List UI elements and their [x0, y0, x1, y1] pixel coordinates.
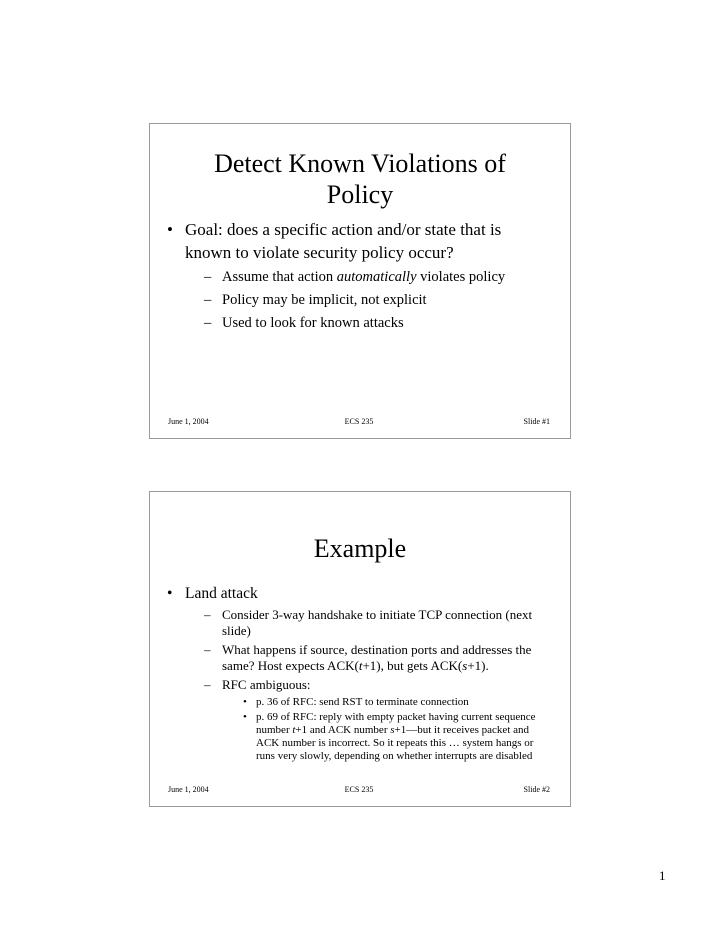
sub-item — [167, 314, 550, 333]
sub-text: What happens if source, destination ports and addresses the same? Host expects ACK(t+1), but gets ACK(s+1). — [222, 642, 532, 673]
slide-body — [167, 584, 550, 763]
bullet-item — [167, 584, 550, 604]
dash-icon: – — [204, 607, 211, 622]
slide-1 — [149, 123, 571, 439]
bullet-icon: • — [167, 220, 173, 239]
footer-date: June 1, 2004 — [168, 785, 209, 794]
sub-item — [167, 607, 550, 639]
sub-text: Policy may be implicit, not explicit — [222, 292, 427, 308]
footer-course: ECS 235 — [344, 417, 374, 426]
page-number: 1 — [659, 868, 666, 883]
slide-title: Detect Known Violations of Policy — [214, 149, 506, 209]
sub-item — [167, 642, 550, 674]
slide-title: Example — [313, 534, 407, 563]
footer-slide-number: Slide #1 — [523, 417, 550, 426]
dash-icon: – — [204, 677, 211, 692]
sub-sub-text: p. 69 of RFC: reply with empty packet having current sequence number t+1 and ACK number s+1—but it receives packet and ACK number is incorrect. So it repeats this … system hangs or runs very slowly, depending on whether interrupts are disabled — [256, 711, 536, 762]
sub-text: RFC ambiguous: — [222, 677, 311, 692]
sub-text: Used to look for known attacks — [222, 315, 404, 331]
footer-date: June 1, 2004 — [168, 417, 209, 426]
slide-body — [167, 218, 550, 333]
sub-text: Consider 3-way handshake to initiate TCP connection (next slide) — [222, 607, 533, 638]
footer-slide-number: Slide #2 — [523, 785, 550, 794]
sub-sub-item — [167, 696, 550, 709]
sub-item — [167, 677, 550, 693]
dash-icon: – — [204, 292, 212, 308]
emphasis-text: automatically — [336, 269, 417, 285]
bullet-icon: • — [243, 696, 247, 708]
sub-sub-text: p. 36 of RFC: send RST to terminate connection — [256, 696, 469, 708]
sub-item — [167, 291, 550, 310]
bullet-icon: • — [243, 711, 247, 723]
bullet-text: Land attack — [185, 585, 258, 602]
slide-2 — [149, 491, 571, 807]
sub-item — [167, 268, 550, 287]
sub-text: Assume that action automatically violates policy — [222, 269, 506, 285]
bullet-text: Goal: does a specific action and/or state that is known to violate security policy occur? — [185, 220, 502, 262]
bullet-icon: • — [167, 585, 173, 602]
dash-icon: – — [204, 315, 212, 331]
dash-icon: – — [204, 269, 212, 285]
bullet-item — [167, 218, 550, 264]
sub-sub-item — [167, 711, 550, 763]
dash-icon: – — [204, 642, 211, 657]
footer-course: ECS 235 — [344, 785, 374, 794]
